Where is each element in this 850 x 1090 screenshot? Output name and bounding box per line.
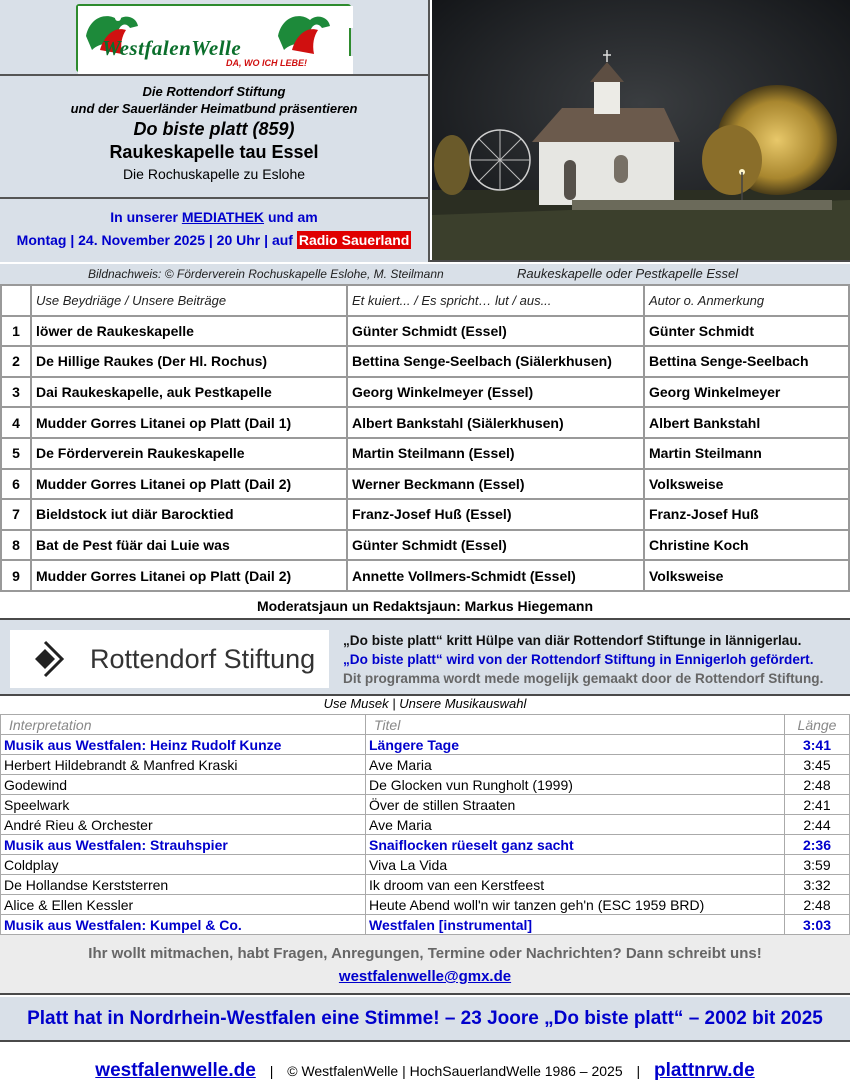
contribution-author: Albert Bankstahl bbox=[644, 407, 849, 438]
music-row bbox=[1, 735, 850, 755]
contribution-author: Bettina Senge-Seelbach bbox=[644, 346, 849, 377]
header-contributions: Use Beydriäge / Unsere Beiträge bbox=[31, 285, 347, 316]
logo-slogan: DA, WO ICH LEBE! bbox=[226, 58, 307, 68]
footer bbox=[0, 1044, 850, 1090]
music-title: De Glocken vun Rungholt (1999) bbox=[366, 775, 785, 795]
contribution-speaker: Bettina Senge-Seelbach (Siälerkhusen) bbox=[347, 346, 644, 377]
music-length: 3:32 bbox=[785, 875, 850, 895]
music-artist: André Rieu & Orchester bbox=[1, 815, 366, 835]
contribution-row bbox=[1, 438, 849, 469]
music-row bbox=[1, 855, 850, 875]
broadcast-info bbox=[0, 209, 428, 225]
music-artist: Alice & Ellen Kessler bbox=[1, 895, 366, 915]
sponsor-statement-platt: „Do biste platt“ kritt Hülpe van diär Rottendorf Stiftunge in lännigerlau. bbox=[343, 633, 802, 648]
broadcast-panel bbox=[0, 199, 430, 262]
episode-title: Do biste platt (859) bbox=[133, 119, 295, 139]
music-artist: Godewind bbox=[1, 775, 366, 795]
music-row bbox=[1, 915, 850, 935]
contribution-speaker: Werner Beckmann (Essel) bbox=[347, 469, 644, 500]
music-row bbox=[1, 895, 850, 915]
header-title: Titel bbox=[366, 715, 785, 735]
contribution-author: Franz-Josef Huß bbox=[644, 499, 849, 530]
chapel-photo bbox=[432, 0, 850, 260]
music-title: Snaiflocken rüeselt ganz sacht bbox=[366, 835, 785, 855]
contribution-row bbox=[1, 407, 849, 438]
contribution-title: Bieldstock iut diär Barocktied bbox=[31, 499, 347, 530]
header bbox=[0, 0, 850, 262]
contribution-number: 3 bbox=[1, 377, 31, 408]
rottendorf-logo[interactable] bbox=[10, 630, 329, 688]
contact-panel bbox=[0, 935, 850, 995]
music-title: Heute Abend woll'n wir tanzen geh'n (ESC 1959 BRD) bbox=[366, 895, 785, 915]
contribution-speaker: Annette Vollmers-Schmidt (Essel) bbox=[347, 560, 644, 591]
music-length: 2:36 bbox=[785, 835, 850, 855]
contribution-author: Christine Koch bbox=[644, 530, 849, 561]
sponsor-statement-german: „Do biste platt“ wird von der Rottendorf Stiftung in Ennigerloh gefördert. bbox=[343, 652, 814, 667]
contributions-header-row bbox=[1, 285, 849, 316]
music-title: Ik droom van een Kerstfeest bbox=[366, 875, 785, 895]
music-length: 2:48 bbox=[785, 775, 850, 795]
slogan-banner: Platt hat in Nordrhein-Westfalen eine Stimme! – 23 Joore „Do biste platt“ – 2002 bit 2025 bbox=[0, 997, 850, 1042]
plattnrw-link[interactable]: plattnrw.de bbox=[654, 1060, 755, 1081]
contribution-row bbox=[1, 499, 849, 530]
contribution-row bbox=[1, 346, 849, 377]
sponsor-statement-dutch: Dit programma wordt mede mogelijk gemaakt door de Rottendorf Stiftung. bbox=[343, 671, 824, 686]
sponsor-name: Rottendorf Stiftung bbox=[90, 644, 316, 674]
contribution-row bbox=[1, 377, 849, 408]
music-title: Ave Maria bbox=[366, 815, 785, 835]
footer-separator: | bbox=[636, 1063, 641, 1079]
contribution-speaker: Günter Schmidt (Essel) bbox=[347, 530, 644, 561]
photo-credit: Bildnachweis: © Förderverein Rochuskapelle Eslohe, M. Steilmann bbox=[88, 267, 444, 281]
contribution-number: 2 bbox=[1, 346, 31, 377]
westfalenwelle-logo[interactable] bbox=[76, 4, 351, 72]
credit-row bbox=[0, 264, 850, 284]
broadcast-date bbox=[0, 232, 428, 248]
music-row bbox=[1, 775, 850, 795]
footer-copyright: © WestfalenWelle | HochSauerlandWelle 1986 – 2025 bbox=[287, 1063, 623, 1079]
contribution-author: Volksweise bbox=[644, 469, 849, 500]
mediathek-link[interactable]: MEDIATHEK bbox=[181, 209, 265, 225]
broadcast-suffix: und am bbox=[267, 209, 318, 225]
contribution-author: Martin Steilmann bbox=[644, 438, 849, 469]
diamond-logo-icon bbox=[22, 636, 72, 682]
header-length: Länge bbox=[785, 715, 850, 735]
music-artist: Speelwark bbox=[1, 795, 366, 815]
music-artist: Musik aus Westfalen: Heinz Rudolf Kunze bbox=[1, 735, 366, 755]
moderation-credit: Moderatsjaun un Redaktsjaun: Markus Hiegemann bbox=[0, 592, 850, 620]
music-table bbox=[0, 714, 850, 935]
music-caption: Use Musek | Unsere Musikauswahl bbox=[323, 696, 527, 711]
contribution-number: 8 bbox=[1, 530, 31, 561]
music-length: 2:48 bbox=[785, 895, 850, 915]
music-length: 2:44 bbox=[785, 815, 850, 835]
logo-wordmark: WestfalenWelle bbox=[102, 36, 242, 60]
contribution-number: 6 bbox=[1, 469, 31, 500]
contribution-title: Dai Raukeskapelle, auk Pestkapelle bbox=[31, 377, 347, 408]
header-author: Autor o. Anmerkung bbox=[644, 285, 849, 316]
sponsor-statements bbox=[343, 631, 823, 688]
footer-separator: | bbox=[269, 1063, 274, 1079]
music-length: 3:41 bbox=[785, 735, 850, 755]
contribution-speaker: Günter Schmidt (Essel) bbox=[347, 316, 644, 347]
header-speaker: Et kuiert... / Es spricht… lut / aus... bbox=[347, 285, 644, 316]
music-title: Över de stillen Straaten bbox=[366, 795, 785, 815]
subject-title: Raukeskapelle tau Essel bbox=[109, 142, 319, 162]
contribution-title: Mudder Gorres Litanei op Platt (Dail 2) bbox=[31, 469, 347, 500]
music-header-row bbox=[1, 715, 850, 735]
contribution-title: Mudder Gorres Litanei op Platt (Dail 2) bbox=[31, 560, 347, 591]
contribution-speaker: Georg Winkelmeyer (Essel) bbox=[347, 377, 644, 408]
contribution-number: 5 bbox=[1, 438, 31, 469]
contribution-row bbox=[1, 530, 849, 561]
contribution-speaker: Albert Bankstahl (Siälerkhusen) bbox=[347, 407, 644, 438]
header-num-cell bbox=[1, 285, 31, 316]
subject-subtitle: Die Rochuskapelle zu Eslohe bbox=[122, 166, 306, 182]
radio-sauerland-link[interactable]: Radio Sauerland bbox=[298, 232, 410, 248]
music-row bbox=[1, 815, 850, 835]
contribution-speaker: Martin Steilmann (Essel) bbox=[347, 438, 644, 469]
music-length: 3:45 bbox=[785, 755, 850, 775]
sponsor-panel bbox=[0, 620, 850, 696]
contact-question: Ihr wollt mitmachen, habt Fragen, Anregungen, Termine oder Nachrichten? Dann schreibt uns! bbox=[88, 945, 762, 962]
music-row bbox=[1, 795, 850, 815]
contribution-title: De Hillige Raukes (Der Hl. Rochus) bbox=[31, 346, 347, 377]
contributions-table bbox=[0, 284, 850, 592]
broadcast-prefix: In unserer bbox=[110, 209, 178, 225]
contact-email-link[interactable]: westfalenwelle@gmx.de bbox=[338, 968, 512, 985]
music-artist: Coldplay bbox=[1, 855, 366, 875]
presenter-line-2: und der Sauerländer Heimatbund präsentieren bbox=[70, 101, 358, 116]
music-artist: Herbert Hildebrandt & Manfred Kraski bbox=[1, 755, 366, 775]
contribution-author: Günter Schmidt bbox=[644, 316, 849, 347]
music-length: 3:03 bbox=[785, 915, 850, 935]
contribution-title: De Förderverein Raukeskapelle bbox=[31, 438, 347, 469]
photo-caption: Raukeskapelle oder Pestkapelle Essel bbox=[517, 266, 739, 281]
contribution-number: 7 bbox=[1, 499, 31, 530]
music-row bbox=[1, 875, 850, 895]
contribution-author: Georg Winkelmeyer bbox=[644, 377, 849, 408]
contribution-row bbox=[1, 316, 849, 347]
music-length: 3:59 bbox=[785, 855, 850, 875]
music-title: Ave Maria bbox=[366, 755, 785, 775]
contribution-title: löwer de Raukeskapelle bbox=[31, 316, 347, 347]
contribution-number: 1 bbox=[1, 316, 31, 347]
music-artist: Musik aus Westfalen: Kumpel & Co. bbox=[1, 915, 366, 935]
music-row bbox=[1, 755, 850, 775]
music-length: 2:41 bbox=[785, 795, 850, 815]
music-artist: Musik aus Westfalen: Strauhspier bbox=[1, 835, 366, 855]
broadcast-date-text: Montag | 24. November 2025 | 20 Uhr | auf bbox=[16, 232, 293, 248]
westfalenwelle-link[interactable]: westfalenwelle.de bbox=[95, 1060, 256, 1081]
logo-area bbox=[0, 0, 430, 76]
music-title: Westfalen [instrumental] bbox=[366, 915, 785, 935]
music-artist: De Hollandse Kerststerren bbox=[1, 875, 366, 895]
music-title: Viva La Vida bbox=[366, 855, 785, 875]
contribution-title: Bat de Pest füär dai Luie was bbox=[31, 530, 347, 561]
contribution-row bbox=[1, 560, 849, 591]
contribution-number: 4 bbox=[1, 407, 31, 438]
contribution-speaker: Franz-Josef Huß (Essel) bbox=[347, 499, 644, 530]
music-row bbox=[1, 835, 850, 855]
header-interpretation: Interpretation bbox=[1, 715, 366, 735]
contribution-row bbox=[1, 469, 849, 500]
contribution-title: Mudder Gorres Litanei op Platt (Dail 1) bbox=[31, 407, 347, 438]
presenter-line: Die Rottendorf Stiftung bbox=[142, 84, 286, 99]
contribution-number: 9 bbox=[1, 560, 31, 591]
music-title: Längere Tage bbox=[366, 735, 785, 755]
contribution-author: Volksweise bbox=[644, 560, 849, 591]
intro-panel bbox=[0, 76, 430, 199]
